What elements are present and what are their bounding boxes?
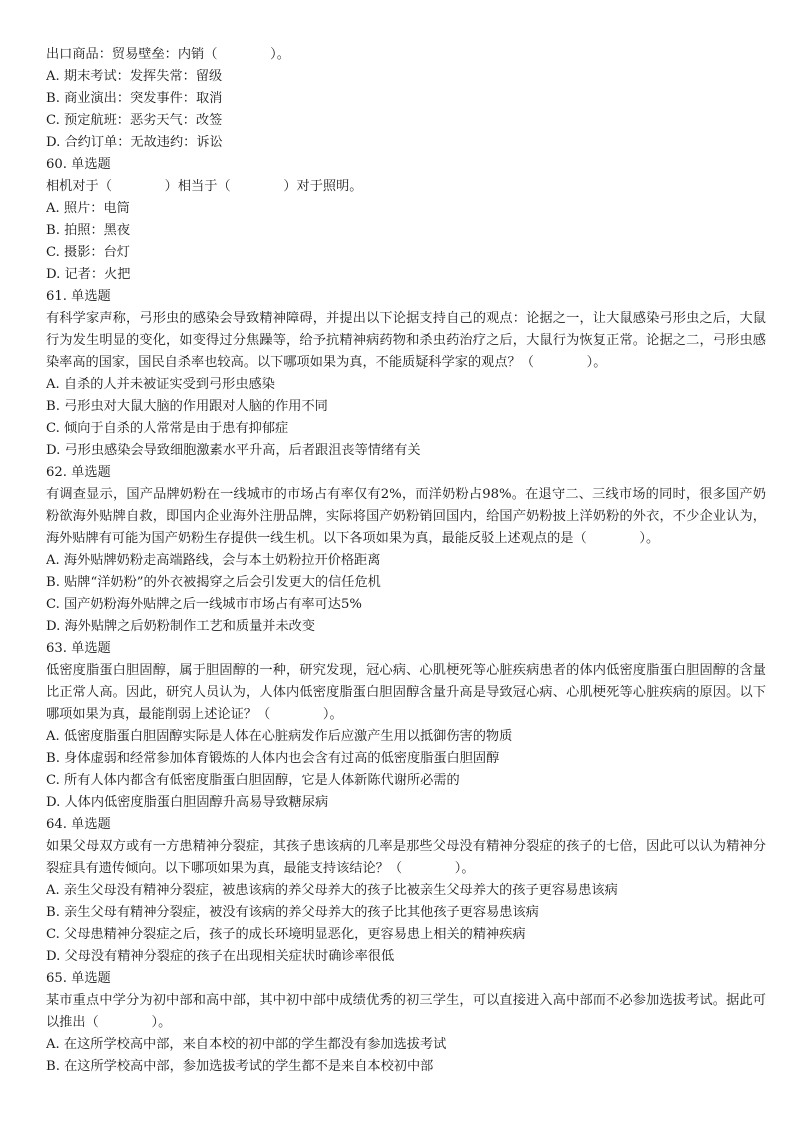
question-stem: 有调查显示，国产品牌奶粉在一线城市的市场占有率仅有2%，而洋奶粉占98%。在退守二、三线市场的同时，很多国产奶粉欲海外贴牌自救，即国内企业海外注册品牌，实际将国产奶粉销回国内，给国产奶粉披上洋奶粉的外衣，不少企业认为，海外贴牌有可能为国产奶粉生存提供一线生机。以下各项如果为真，最能反驳上述观点的是（ ）。 [46,487,766,546]
option-b: B. 弓形虫对大鼠大脑的作用跟对人脑的作用不同 [46,399,328,414]
question-stem: 某市重点中学分为初中部和高中部，其中初中部中成绩优秀的初三学生，可以直接进入高中部而不必参加选拔考试。据此可以推出（ ）。 [46,993,766,1030]
option-b: B. 贴牌“洋奶粉”的外衣被揭穿之后会引发更大的信任危机 [46,575,381,590]
option-c: C. 所有人体内都含有低密度脂蛋白胆固醇，它是人体新陈代谢所必需的 [46,773,460,788]
option-d: D. 弓形虫感染会导致细胞激素水平升高，后者跟沮丧等情绪有关 [46,443,421,458]
option-b: B. 身体虚弱和经常参加体育锻炼的人体内也会含有过高的低密度脂蛋白胆固醇 [46,751,500,766]
question-number: 64. 单选题 [46,817,111,832]
option-a: A. 亲生父母没有精神分裂症，被患该病的养父母养大的孩子比被亲生父母养大的孩子更容易患该病 [46,883,618,898]
question-65 [46,968,766,1078]
option-b: B. 商业演出：突发事件：取消 [46,91,223,106]
question-stem: 相机对于（ ）相当于（ ）对于照明。 [46,179,363,194]
option-a: A. 照片：电筒 [46,201,130,216]
option-a: A. 自杀的人并未被证实受到弓形虫感染 [46,377,275,392]
question-62 [46,462,766,638]
option-c: C. 父母患精神分裂症之后，孩子的成长环境明显恶化，更容易患上相关的精神疾病 [46,927,526,942]
option-d: D. 人体内低密度脂蛋白胆固醇升高易导致糖尿病 [46,795,329,810]
question-number: 63. 单选题 [46,641,111,656]
option-d: D. 合约订单：无故违约：诉讼 [46,135,223,150]
question-stem: 低密度脂蛋白胆固醇，属于胆固醇的一种，研究发现，冠心病、心肌梗死等心脏疾病患者的体内低密度脂蛋白胆固醇的含量比正常人高。因此，研究人员认为，人体内低密度脂蛋白胆固醇含量升高是导致冠心病、心肌梗死等心脏疾病的原因。以下哪项如果为真，最能削弱上述论证？（ ）。 [46,663,766,722]
option-c: C. 预定航班：恶劣天气：改签 [46,113,223,128]
option-c: C. 国产奶粉海外贴牌之后一线城市市场占有率可达5% [46,597,362,612]
option-d: D. 海外贴牌之后奶粉制作工艺和质量并未改变 [46,619,316,634]
question-stem: 有科学家声称，弓形虫的感染会导致精神障碍，并提出以下论据支持自己的观点：论据之一，让大鼠感染弓形虫之后，大鼠行为发生明显的变化，如变得过分焦躁等，给予抗精神病药物和杀虫药治疗之后，大鼠行为恢复正常。论据之二，弓形虫感染率高的国家，国民自杀率也较高。以下哪项如果为真，不能质疑科学家的观点？（ ）。 [46,311,766,370]
exam-page [46,44,766,1078]
option-b: B. 拍照：黑夜 [46,223,131,238]
question-number: 60. 单选题 [46,157,111,172]
option-a: A. 海外贴牌奶粉走高端路线，会与本土奶粉拉开价格距离 [46,553,381,568]
question-60 [46,154,766,286]
question-prev [46,44,766,154]
question-61 [46,286,766,462]
option-b: B. 亲生父母有精神分裂症，被没有该病的养父母养大的孩子比其他孩子更容易患该病 [46,905,539,920]
option-d: D. 父母没有精神分裂症的孩子在出现相关症状时确诊率很低 [46,949,395,964]
question-stem: 出口商品：贸易壁垒：内销（ ）。 [46,47,290,62]
question-number: 65. 单选题 [46,971,111,986]
option-a: A. 期末考试：发挥失常：留级 [46,69,223,84]
option-a: A. 在这所学校高中部，来自本校的初中部的学生都没有参加选拔考试 [46,1037,447,1052]
option-c: C. 倾向于自杀的人常常是由于患有抑郁症 [46,421,289,436]
option-b: B. 在这所学校高中部，参加选拔考试的学生都不是来自本校初中部 [46,1059,434,1074]
question-64 [46,814,766,968]
option-c: C. 摄影：台灯 [46,245,130,260]
question-stem: 如果父母双方或有一方患精神分裂症，其孩子患该病的几率是那些父母没有精神分裂症的孩子的七倍，因此可以认为精神分裂症具有遗传倾向。以下哪项如果为真，最能支持该结论？（ ）。 [46,839,766,876]
option-d: D. 记者：火把 [46,267,131,282]
question-number: 62. 单选题 [46,465,111,480]
question-number: 61. 单选题 [46,289,111,304]
question-63 [46,638,766,814]
option-a: A. 低密度脂蛋白胆固醇实际是人体在心脏病发作后应激产生用以抵御伤害的物质 [46,729,513,744]
